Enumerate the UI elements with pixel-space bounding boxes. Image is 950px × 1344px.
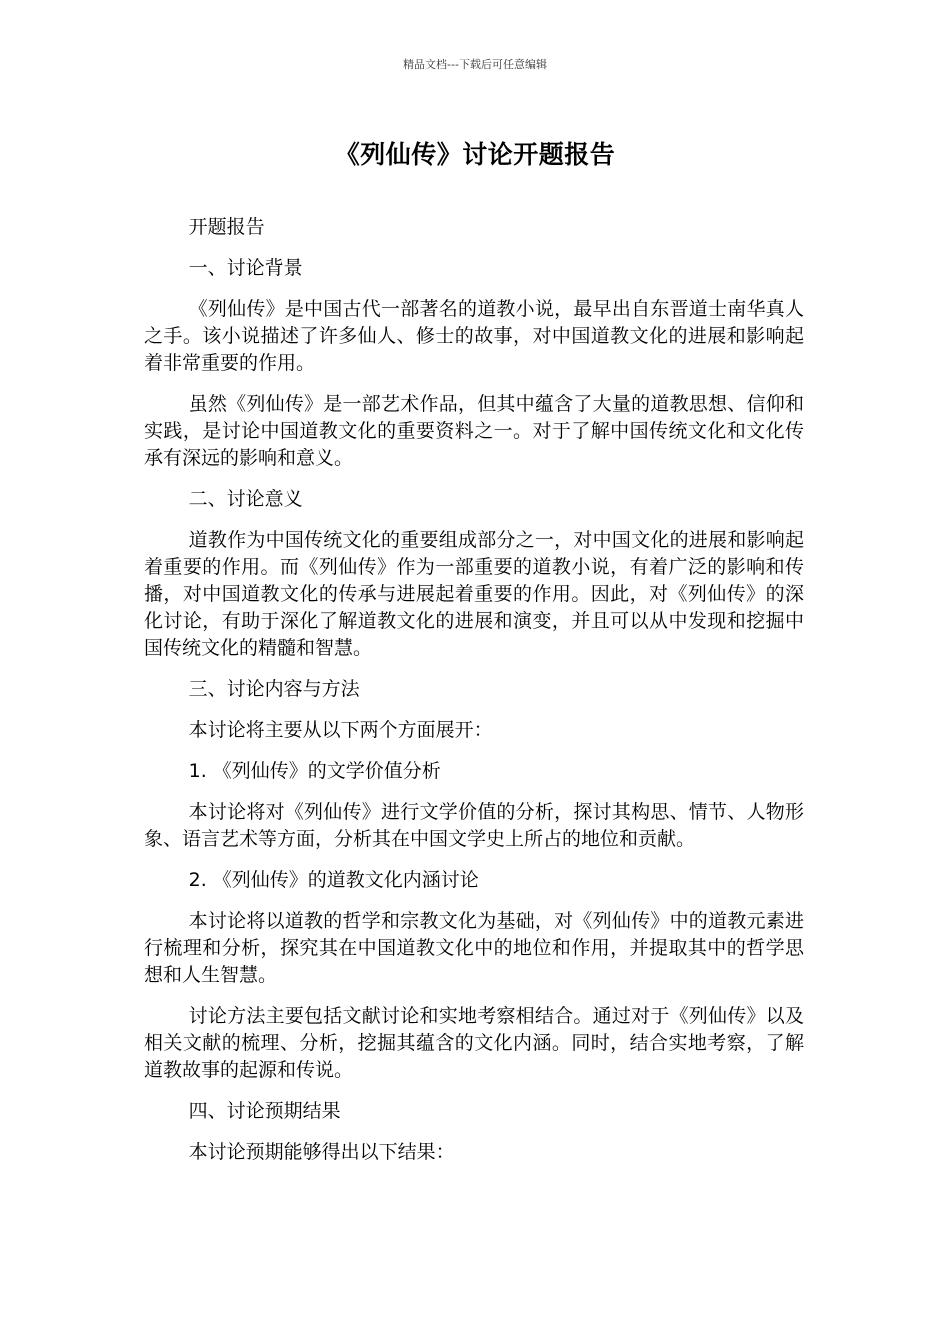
section-heading-content-method: 三、讨论内容与方法: [188, 678, 360, 700]
body-paragraph: 本讨论预期能够得出以下结果：: [188, 1141, 455, 1163]
section-heading-expected-results: 四、讨论预期结果: [188, 1100, 341, 1122]
section-heading-background: 一、讨论背景: [188, 257, 303, 279]
body-paragraph: 道教作为中国传统文化的重要组成部分之一，对中国文化的进展和影响起着重要的作用。而《列仙传》作为一部重要的道教小说，有着广泛的影响和传播，对中国道教文化的传承与进展起着重要的作用。因此，对《列仙传》的深化讨论，有助于深化了解道教文化的进展和演变，并且可以从中发现和挖掘中国传统文化的精髓和智慧。: [144, 529, 804, 659]
body-paragraph: 虽然《列仙传》是一部艺术作品，但其中蕴含了大量的道教思想、信仰和实践，是讨论中国道教文化的重要资料之一。对于了解中国传统文化和文化传承有深远的影响和意义。: [144, 393, 804, 469]
body-paragraph: 本讨论将主要从以下两个方面展开：: [188, 719, 493, 741]
body-paragraph: 讨论方法主要包括文献讨论和实地考察相结合。通过对于《列仙传》以及相关文献的梳理、分析，挖掘其蕴含的文化内涵。同时，结合实地考察，了解道教故事的起源和传说。: [144, 1005, 804, 1081]
page-header: 精品文档---下载后可任意编辑: [403, 58, 547, 71]
document-title: 《列仙传》讨论开题报告: [334, 140, 616, 169]
subsection-heading-taoist-culture: 2. 《列仙传》的道教文化内涵讨论: [188, 869, 479, 891]
subsection-heading-literary-value: 1. 《列仙传》的文学价值分析: [188, 760, 441, 782]
body-paragraph: 本讨论将以道教的哲学和宗教文化为基础，对《列仙传》中的道教元素进行梳理和分析，探究其在中国道教文化中的地位和作用，并提取其中的哲学思想和人生智慧。: [144, 910, 804, 986]
body-paragraph: 《列仙传》是中国古代一部著名的道教小说，最早出自东晋道士南华真人之手。该小说描述了许多仙人、修士的故事，对中国道教文化的进展和影响起着非常重要的作用。: [144, 298, 804, 374]
document-body: [144, 214, 804, 1180]
section-heading-significance: 二、讨论意义: [188, 488, 303, 510]
report-label: 开题报告: [188, 216, 265, 238]
body-paragraph: 本讨论将对《列仙传》进行文学价值的分析，探讨其构思、情节、人物形象、语言艺术等方面，分析其在中国文学史上所占的地位和贡献。: [144, 801, 804, 850]
